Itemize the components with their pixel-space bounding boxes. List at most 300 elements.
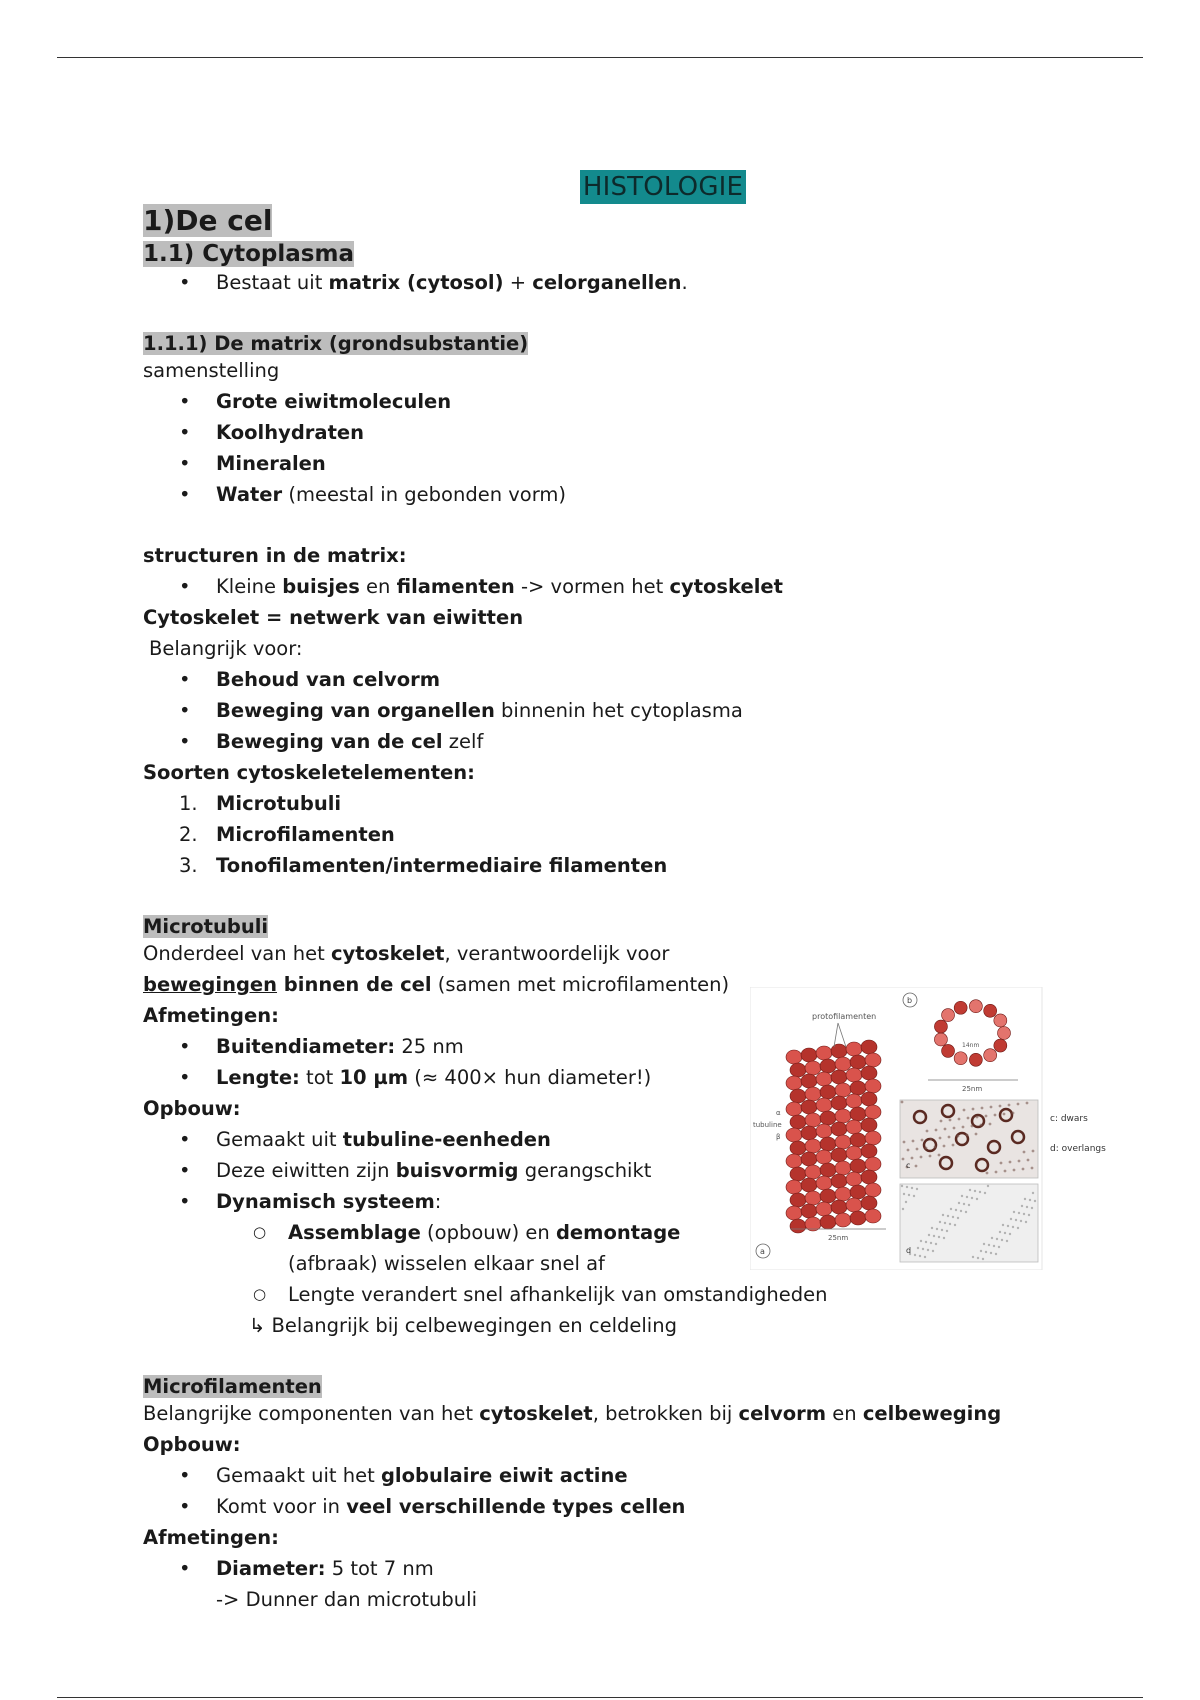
em-speck (949, 1223, 951, 1225)
em-speck (1026, 1102, 1029, 1105)
em-speck (982, 1258, 984, 1260)
heading-microfilamenten (143, 1375, 1143, 1398)
em-speck (932, 1250, 934, 1252)
tubulin-subunit (790, 1167, 806, 1181)
em-speck (995, 1253, 997, 1255)
tubulin-subunit (786, 1102, 802, 1116)
em-speck (920, 1156, 923, 1159)
tubulin-subunit (805, 1191, 821, 1205)
microfilamenten-opbouw-list (143, 1460, 1143, 1522)
microtubuli-line-2: bewegingen binnen de cel (samen met microfilamenten) (143, 973, 730, 996)
heading-1-text: 1)De cel (143, 204, 273, 237)
microfilamenten-line-1: Belangrijke componenten van het cytoskelet, betrokken bij celvorm en celbeweging (143, 1402, 1002, 1425)
types-label: Soorten cytoskeletelementen: (143, 761, 475, 784)
em-speck (998, 1246, 1000, 1248)
tubulin-subunit (865, 1079, 881, 1093)
em-speck (972, 1108, 975, 1111)
tubulin-subunit (820, 1163, 836, 1177)
em-speck (989, 1123, 992, 1126)
em-speck (906, 1186, 908, 1188)
ring-subunit (984, 1049, 997, 1062)
microtubule-figure (750, 987, 1130, 1270)
microtubuli-line-1: Onderdeel van het cytoskelet, verantwoordelijk voor (143, 942, 670, 965)
em-speck (946, 1230, 948, 1232)
list-item: • Beweging van de cel zelf (143, 726, 1143, 757)
em-speck (1021, 1205, 1023, 1207)
em-speck (988, 1244, 990, 1246)
tubulin-subunit (865, 1053, 881, 1067)
em-speck (922, 1248, 924, 1250)
em-speck (972, 1256, 974, 1258)
tubulin-subunit (865, 1105, 881, 1119)
ring-subunit (984, 1004, 997, 1017)
tubulin-subunit (865, 1209, 881, 1223)
tubulin-subunit (831, 1122, 847, 1136)
em-speck (991, 1237, 993, 1239)
tubulin-subunit (801, 1074, 817, 1088)
caption-c: c: dwars (1050, 1114, 1088, 1124)
em-speck (1026, 1206, 1028, 1208)
document-body (143, 172, 1143, 1615)
em-speck (916, 1188, 918, 1190)
types-list (143, 788, 1143, 881)
em-speck (985, 1251, 987, 1253)
tubulin-subunit (790, 1063, 806, 1077)
ring-subunit (969, 1000, 982, 1013)
label-protofilamenten: protofilamenten (812, 1012, 877, 1021)
em-speck (1013, 1211, 1015, 1213)
tubulin-subunit (850, 1081, 866, 1095)
em-speck (980, 1124, 983, 1127)
structures-list (143, 571, 1143, 602)
em-speck (1009, 1233, 1011, 1235)
em-speck (983, 1243, 985, 1245)
em-speck (1023, 1151, 1026, 1154)
tubulin-subunit (865, 1183, 881, 1197)
list-item: 1. Microtubuli (179, 792, 342, 815)
microtubuli-arrow-note: ↳ Belangrijk bij celbewegingen en celdeling (249, 1314, 677, 1337)
em-speck (930, 1242, 932, 1244)
em-speck (943, 1145, 946, 1148)
label-alpha: α (776, 1109, 781, 1117)
tubulin-subunit (786, 1206, 802, 1220)
tubulin-subunit (850, 1107, 866, 1121)
tubulin-subunit (801, 1178, 817, 1192)
em-speck (934, 1146, 937, 1149)
tubulin-subunit (865, 1131, 881, 1145)
list-item: • Buitendiameter: 25 nm (143, 1031, 1143, 1062)
tubulin-subunit (861, 1066, 877, 1080)
em-speck (1029, 1199, 1031, 1201)
tubulin-subunit (790, 1141, 806, 1155)
em-speck (966, 1134, 969, 1137)
list-item: • Koolhydraten (143, 417, 1143, 448)
em-speck (944, 1128, 947, 1131)
tubulin-subunit (816, 1072, 832, 1086)
tubulin-subunit (846, 1094, 862, 1108)
tubulin-subunit (850, 1133, 866, 1147)
em-speck (968, 1204, 970, 1206)
tubulin-subunit (846, 1042, 862, 1056)
em-speck (963, 1203, 965, 1205)
em-speck (930, 1138, 933, 1141)
em-speck (938, 1236, 940, 1238)
em-speck (958, 1118, 961, 1121)
tubulin-subunit (861, 1170, 877, 1184)
tubulin-subunit (801, 1126, 817, 1140)
em-speck (920, 1240, 922, 1242)
em-speck (901, 1185, 903, 1187)
ring-subunit (954, 1052, 967, 1065)
em-longitudinal (900, 1184, 1038, 1262)
tubulin-subunit (835, 1109, 851, 1123)
tubulin-subunit (831, 1148, 847, 1162)
em-speck (942, 1214, 944, 1216)
heading-cytoplasma (143, 241, 1143, 267)
em-speck (1032, 1150, 1035, 1153)
tubulin-subunit (790, 1193, 806, 1207)
em-speck (966, 1196, 968, 1198)
em-speck (903, 1193, 905, 1195)
label-size-a: 25nm (828, 1234, 849, 1242)
em-speck (902, 1208, 904, 1210)
list-item: • Beweging van organellen binnenin het cytoplasma (143, 695, 1143, 726)
em-speck (921, 1139, 924, 1142)
list-item: • Grote eiwitmoleculen (143, 386, 1143, 417)
page-title: HISTOLOGIE (580, 170, 746, 204)
em-speck (990, 1106, 993, 1109)
list-item: • Deze eiwitten zijn buisvormig gerangschikt (143, 1155, 1143, 1186)
em-speck (1023, 1213, 1025, 1215)
tubulin-subunit (816, 1098, 832, 1112)
tubulin-subunit (846, 1146, 862, 1160)
list-item: • Dynamisch systeem: (143, 1186, 1143, 1217)
tubulin-subunit (865, 1157, 881, 1171)
tubulin-subunit (820, 1189, 836, 1203)
footer-rule (57, 1697, 1143, 1698)
microtubuli-afm-label: Afmetingen: (143, 1004, 279, 1027)
ring-subunit (934, 1033, 947, 1046)
em-speck (927, 1249, 929, 1251)
caption-d: d: overlangs (1050, 1144, 1106, 1154)
list-item: • Gemaakt uit het globulaire eiwit actine (143, 1460, 1143, 1491)
em-speck (971, 1125, 974, 1128)
label-ring: 14nm (962, 1042, 980, 1049)
em-speck (960, 1210, 962, 1212)
microtubuli-opbouw-label: Opbouw: (143, 1097, 241, 1120)
label-tubuline: tubuline (753, 1121, 782, 1129)
em-speck (974, 1190, 976, 1192)
em-speck (949, 1119, 952, 1122)
tubulin-subunit (816, 1046, 832, 1060)
em-speck (952, 1144, 955, 1147)
tubulin-subunit (786, 1128, 802, 1142)
em-speck (950, 1208, 952, 1210)
list-item: • Diameter: 5 tot 7 nm (143, 1553, 1143, 1584)
em-speck (976, 1198, 978, 1200)
em-speck (986, 1172, 989, 1175)
ring-subunit (994, 1039, 1007, 1052)
em-speck (1015, 1219, 1017, 1221)
heading-microfilamenten-text: Microfilamenten (143, 1375, 322, 1398)
tubulin-subunit (850, 1185, 866, 1199)
em-speck (967, 1117, 970, 1120)
em-speck (1001, 1239, 1003, 1241)
heading-microtubuli (143, 915, 1143, 938)
structures-label: structuren in de matrix: (143, 544, 407, 567)
tubulin-subunit (861, 1196, 877, 1210)
em-speck (935, 1243, 937, 1245)
em-speck (919, 1255, 921, 1257)
em-speck (1031, 1167, 1034, 1170)
em-speck (1008, 1104, 1011, 1107)
tubulin-subunit (801, 1152, 817, 1166)
em-speck (939, 1137, 942, 1140)
tubulin-subunit (831, 1200, 847, 1214)
circle-bullet-icon: ○ (253, 1285, 267, 1303)
em-speck (912, 1140, 915, 1143)
em-speck (935, 1129, 938, 1132)
em-speck (907, 1149, 910, 1152)
em-speck (926, 1130, 929, 1133)
em-speck (1027, 1159, 1030, 1162)
em-speck (1024, 1198, 1026, 1200)
em-speck (1002, 1224, 1004, 1226)
label-beta: β (776, 1133, 781, 1141)
em-speck (1000, 1162, 1003, 1165)
em-speck (916, 1148, 919, 1151)
em-speck (977, 1257, 979, 1259)
ring-subunit (994, 1014, 1007, 1027)
tubulin-subunit (816, 1202, 832, 1216)
list-item: ○ Lengte verandert snel afhankelijk van omstandigheden (143, 1279, 1143, 1310)
em-speck (996, 1238, 998, 1240)
em-speck (1007, 1225, 1009, 1227)
em-speck (955, 1209, 957, 1211)
tubulin-subunit (861, 1092, 877, 1106)
em-speck (963, 1109, 966, 1112)
em-speck (962, 1126, 965, 1129)
ring-subunit (969, 1053, 982, 1066)
tubulin-subunit (790, 1115, 806, 1129)
em-speck (1031, 1207, 1033, 1209)
tubulin-subunit (835, 1187, 851, 1201)
em-speck (957, 1217, 959, 1219)
circle-bullet-icon: ○ (253, 1223, 267, 1241)
tubulin-subunit (786, 1154, 802, 1168)
matrix-sub: samenstelling (143, 359, 280, 382)
list-item-continuation: (afbraak) wisselen elkaar snel af (288, 1252, 605, 1275)
tubulin-subunit (801, 1100, 817, 1114)
em-speck (1009, 1161, 1012, 1164)
em-speck (914, 1254, 916, 1256)
list-item: • Water (meestal in gebonden vorm) (143, 479, 1143, 510)
em-speck (971, 1197, 973, 1199)
em-speck (948, 1136, 951, 1139)
important-list (143, 664, 1143, 757)
em-speck (969, 1189, 971, 1191)
em-speck (981, 1107, 984, 1110)
em-speck (905, 1201, 907, 1203)
tubulin-subunit (820, 1215, 836, 1229)
em-speck (999, 1231, 1001, 1233)
em-speck (943, 1237, 945, 1239)
intro-list (143, 267, 1143, 298)
em-speck (1025, 1221, 1027, 1223)
em-speck (1013, 1169, 1016, 1172)
tubulin-subunit (835, 1135, 851, 1149)
em-speck (1034, 1200, 1036, 1202)
em-speck (1020, 1220, 1022, 1222)
em-speck (939, 1221, 941, 1223)
tubulin-subunit (861, 1118, 877, 1132)
em-speck (1022, 1168, 1025, 1171)
title-wrap (183, 172, 1143, 202)
em-speck (1012, 1112, 1015, 1115)
em-speck (925, 1147, 928, 1150)
tubulin-subunit (805, 1139, 821, 1153)
list-item: • Behoud van celvorm (143, 664, 1143, 695)
tubulin-subunit (835, 1083, 851, 1097)
em-speck (901, 1101, 904, 1104)
em-speck (985, 1115, 988, 1118)
tubulin-subunit (805, 1113, 821, 1127)
em-speck (902, 1158, 905, 1161)
heading-cytoplasma-text: 1.1) Cytoplasma (143, 241, 354, 267)
em-speck (915, 1165, 918, 1168)
em-speck (925, 1241, 927, 1243)
label-b: b (907, 996, 913, 1005)
microfilamenten-afm-label: Afmetingen: (143, 1526, 279, 1549)
ring-subunit (942, 1009, 955, 1022)
tubulin-subunit (831, 1096, 847, 1110)
em-speck (984, 1192, 986, 1194)
heading-matrix-text: 1.1.1) De matrix (grondsubstantie) (143, 332, 529, 355)
tubulin-subunit (846, 1120, 862, 1134)
label-d: d (906, 1246, 912, 1255)
heading-1 (143, 204, 1143, 237)
tubulin-subunit (820, 1111, 836, 1125)
tubulin-subunit (816, 1176, 832, 1190)
heading-microtubuli-text: Microtubuli (143, 915, 269, 938)
em-speck (1006, 1240, 1008, 1242)
microfilamenten-note: -> Dunner dan microtubuli (216, 1588, 477, 1611)
tubulin-subunit (790, 1219, 806, 1233)
em-speck (1010, 1218, 1012, 1220)
ring-subunit (934, 1020, 947, 1033)
em-speck (911, 1187, 913, 1189)
tubulin-subunit (820, 1059, 836, 1073)
microfilamenten-opbouw-label: Opbouw: (143, 1433, 241, 1456)
em-speck (1017, 1227, 1019, 1229)
em-speck (1004, 1170, 1007, 1173)
heading-matrix (143, 332, 1143, 355)
em-speck (1018, 1212, 1020, 1214)
matrix-list (143, 386, 1143, 510)
em-speck (975, 1133, 978, 1136)
list-item: 3. Tonofilamenten/intermediaire filamenten (179, 854, 668, 877)
list-item: • Kleine buisjes en filamenten -> vormen het cytoskelet (143, 571, 1143, 602)
list-item: • Bestaat uit matrix (cytosol) + celorganellen. (143, 267, 1143, 298)
tubulin-subunit (846, 1068, 862, 1082)
em-speck (976, 1116, 979, 1119)
em-speck (936, 1228, 938, 1230)
em-speck (929, 1155, 932, 1158)
header-rule (57, 57, 1143, 58)
tubulin-subunit (805, 1165, 821, 1179)
tubulin-subunit (786, 1076, 802, 1090)
em-speck (944, 1222, 946, 1224)
em-speck (928, 1234, 930, 1236)
tubulin-subunit (805, 1087, 821, 1101)
important-label: Belangrijk voor: (149, 637, 303, 660)
em-speck (980, 1250, 982, 1252)
tubulin-subunit (850, 1211, 866, 1225)
em-speck (994, 1114, 997, 1117)
tubulin-subunit (861, 1040, 877, 1054)
tubulin-subunit (786, 1180, 802, 1194)
cytoskelet-definition: Cytoskelet = netwerk van eiwitten (143, 606, 524, 629)
em-speck (1032, 1192, 1034, 1194)
tubulin-subunit (831, 1174, 847, 1188)
tubulin-subunit (850, 1055, 866, 1069)
em-speck (990, 1252, 992, 1254)
list-item: • Gemaakt uit tubuline-eenheden (143, 1124, 1143, 1155)
tubulin-subunit (820, 1137, 836, 1151)
em-speck (931, 1227, 933, 1229)
em-speck (952, 1216, 954, 1218)
em-speck (941, 1229, 943, 1231)
em-speck (1018, 1160, 1021, 1163)
tubulin-subunit (831, 1044, 847, 1058)
em-speck (908, 1194, 910, 1196)
em-speck (958, 1202, 960, 1204)
em-speck (933, 1235, 935, 1237)
tubulin-subunit (786, 1050, 802, 1064)
em-speck (940, 1120, 943, 1123)
em-speck (903, 1141, 906, 1144)
microfilamenten-afm-list (143, 1553, 1143, 1584)
em-speck (1012, 1226, 1014, 1228)
tubulin-subunit (820, 1085, 836, 1099)
ring-subunit (954, 1001, 967, 1014)
tubulin-subunit (790, 1089, 806, 1103)
label-a: a (760, 1247, 765, 1256)
tubulin-subunit (835, 1213, 851, 1227)
tubulin-subunit (861, 1144, 877, 1158)
em-speck (995, 1171, 998, 1174)
em-speck (938, 1154, 941, 1157)
em-speck (1003, 1113, 1006, 1116)
tubulin-subunit (805, 1061, 821, 1075)
em-speck (1017, 1103, 1020, 1106)
tubulin-subunit (816, 1124, 832, 1138)
em-speck (953, 1127, 956, 1130)
list-item: 2. Microfilamenten (179, 823, 395, 846)
em-speck (1028, 1214, 1030, 1216)
list-item: • Mineralen (143, 448, 1143, 479)
tubulin-subunit (816, 1150, 832, 1164)
label-c: c (906, 1161, 911, 1170)
tubulin-subunit (835, 1161, 851, 1175)
ring-subunit (998, 1027, 1011, 1040)
list-item: ○ Assemblage (opbouw) en demontage (143, 1217, 1143, 1248)
tubulin-subunit (846, 1198, 862, 1212)
em-speck (1004, 1232, 1006, 1234)
tubulin-subunit (831, 1070, 847, 1084)
tubulin-subunit (801, 1204, 817, 1218)
em-speck (911, 1157, 914, 1160)
